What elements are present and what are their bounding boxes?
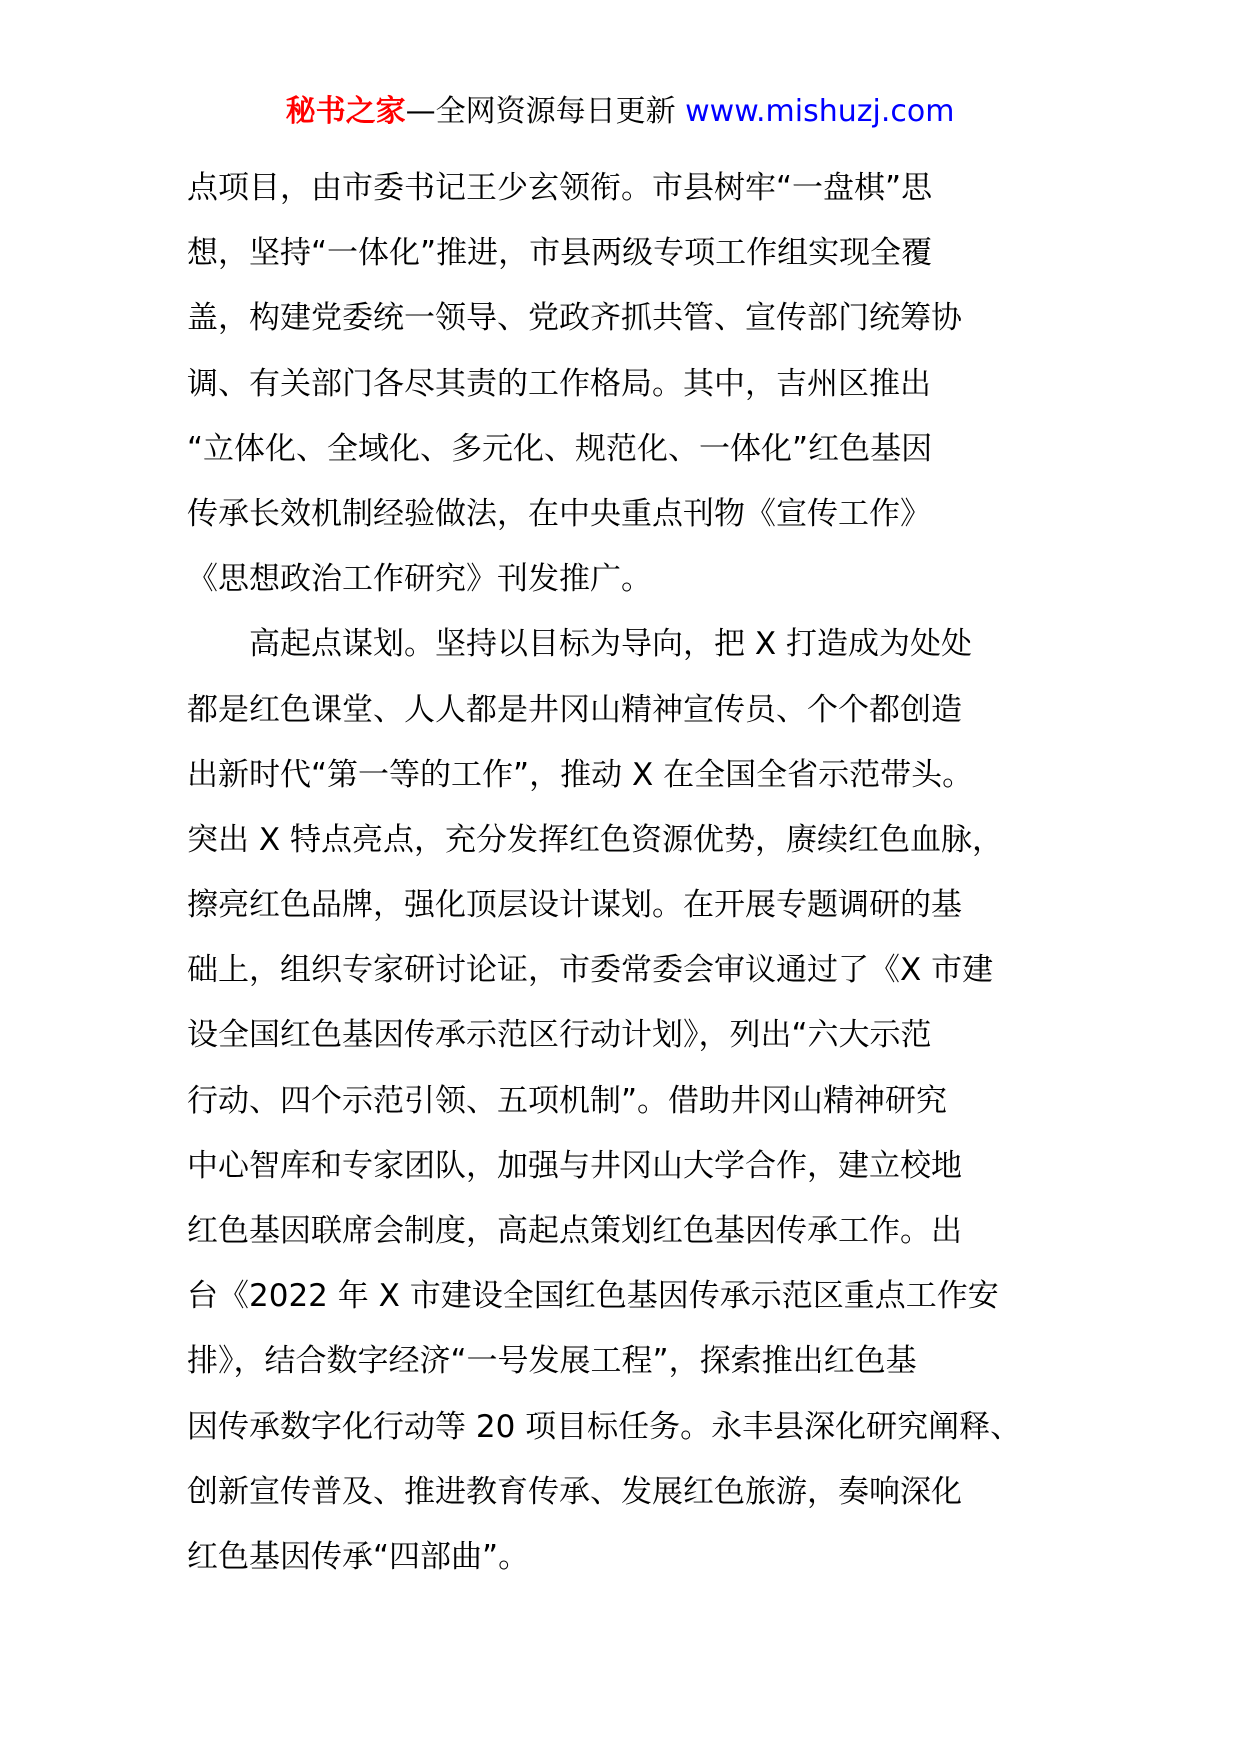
text-line: 因传承数字化行动等 20 项目标任务。永丰县深化研究阐释、 <box>187 1408 1022 1445</box>
text-line: 想，坚持“一体化”推进，市县两级专项工作组实现全覆 <box>187 235 933 272</box>
document-body <box>187 156 1072 1590</box>
text-line: “立体化、全域化、多元化、规范化、一体化”红色基因 <box>187 430 933 467</box>
text-line: 出新时代“第一等的工作”，推动 X 在全国全省示范带头。 <box>187 756 974 793</box>
brand-name: 秘书之家 <box>285 94 406 129</box>
text-line: 红色基因联席会制度，高起点策划红色基因传承工作。出 <box>187 1213 962 1249</box>
text-line: 突出 X 特点亮点，充分发挥红色资源优势，赓续红色血脉， <box>187 821 1003 858</box>
page-header <box>0 94 1240 130</box>
website-link[interactable]: www.mishuzj.com <box>685 94 955 129</box>
text-line: 中心智库和专家团队，加强与井冈山大学合作，建立校地 <box>187 1147 962 1184</box>
text-line: 调、有关部门各尽其责的工作格局。其中，吉州区推出 <box>187 365 931 402</box>
text-line: 《思想政治工作研究》刊发推广。 <box>187 561 652 598</box>
text-line: 础上，组织专家研讨论证，市委常委会审议通过了《X 市建 <box>187 952 994 989</box>
text-line: 设全国红色基因传承示范区行动计划》，列出“六大示范 <box>187 1017 932 1054</box>
text-line: 排》，结合数字经济“一号发展工程”，探索推出红色基 <box>187 1343 917 1380</box>
text-line: 行动、四个示范引领、五项机制”。借助井冈山精神研究 <box>187 1082 948 1119</box>
text-line: 点项目，由市委书记王少玄领衔。市县树牢“一盘棋”思 <box>187 170 933 206</box>
text-line: 都是红色课堂、人人都是井冈山精神宣传员、个个都创造 <box>187 691 962 728</box>
text-line: 盖，构建党委统一领导、党政齐抓共管、宣传部门统筹协 <box>187 300 962 337</box>
text-line: 台《2022 年 X 市建设全国红色基因传承示范区重点工作安 <box>187 1278 999 1315</box>
text-line: 传承长效机制经验做法，在中央重点刊物《宣传工作》 <box>187 495 931 532</box>
paragraph-start-line: 高起点谋划。坚持以目标为导向，把 X 打造成为处处 <box>187 626 972 663</box>
header-tagline: —全网资源每日更新 <box>405 94 686 129</box>
text-line: 擦亮红色品牌，强化顶层设计谋划。在开展专题调研的基 <box>187 887 962 924</box>
text-line: 创新宣传普及、推进教育传承、发展红色旅游，奏响深化 <box>187 1473 962 1510</box>
text-line: 红色基因传承“四部曲”。 <box>187 1538 530 1575</box>
